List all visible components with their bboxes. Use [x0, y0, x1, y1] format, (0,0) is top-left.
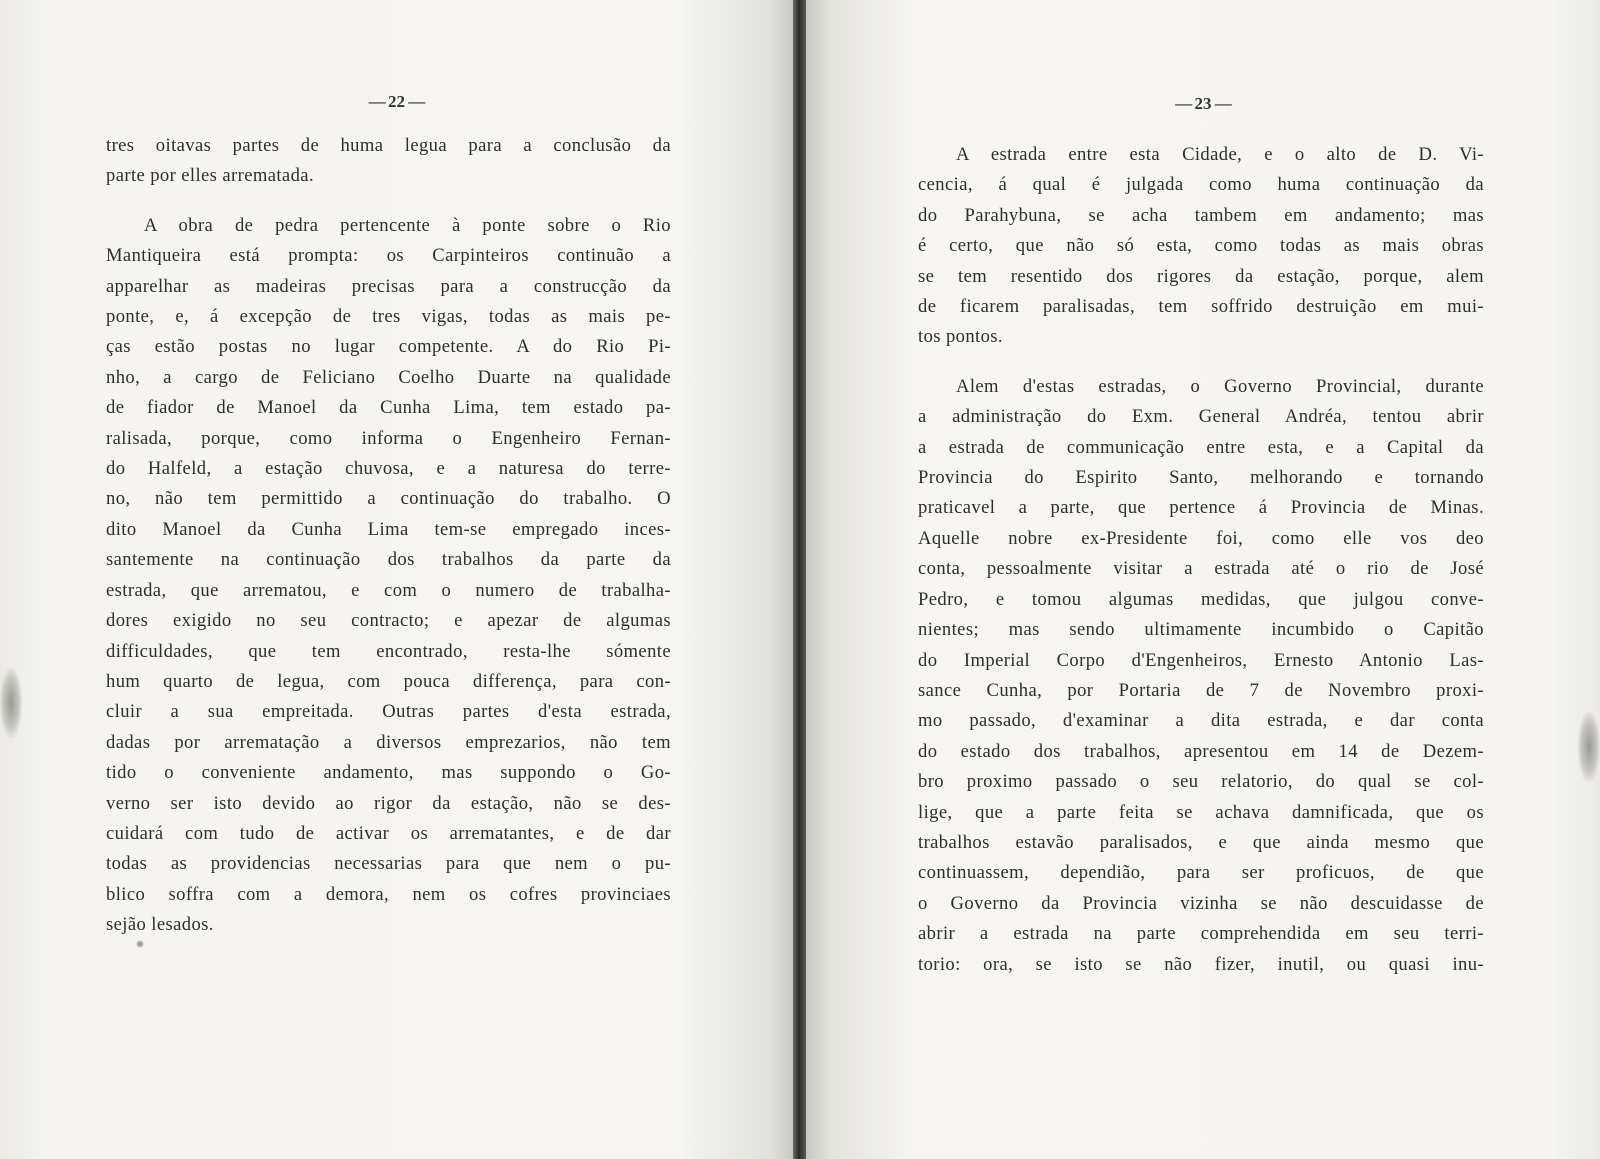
text-line: tres oitavas partes de huma legua para a conclusão da — [106, 135, 671, 156]
text-line: de fiador de Manoel da Cunha Lima, tem estado pa- — [106, 397, 671, 419]
text-line: de ficarem paralisadas, tem soffrido destruição em mui- — [918, 296, 1484, 318]
text-line: A estrada entre esta Cidade, e o alto de D. Vi- — [956, 144, 1484, 165]
text-line: difficuldades, que tem encontrado, resta-lhe sómente — [106, 640, 671, 662]
text-line: mo passado, d'examinar a dita estrada, e dar conta — [918, 710, 1484, 732]
text-line: Mantiqueira está prompta: os Carpinteiros continuão a — [106, 245, 671, 267]
text-line: ças estão postas no lugar competente. A do Rio Pi- — [106, 336, 671, 358]
text-line: sejão lesados. — [106, 914, 214, 936]
text-line: blico soffra com a demora, nem os cofres provinciaes — [106, 883, 671, 905]
text-line: lige, que a parte feita se achava damnificada, que os — [918, 801, 1484, 823]
right-page-text — [918, 140, 1484, 980]
left-page-number: — 22 — — [368, 92, 425, 111]
text-line: abrir a estrada na parte comprehendida em seu terri- — [918, 923, 1484, 945]
text-line: A obra de pedra pertencente à ponte sobre o Rio — [144, 214, 671, 236]
text-line: conta, pessoalmente visitar a estrada até o rio de José — [918, 558, 1484, 580]
text-line: dito Manoel da Cunha Lima tem-se empregado inces- — [106, 518, 671, 540]
text-line: estrada, que arrematou, e com o numero de trabalha- — [106, 579, 671, 601]
text-line: tos pontos. — [918, 326, 1003, 348]
text-line: a estrada de communicação entre esta, e a Capital da — [918, 436, 1484, 458]
text-line: torio: ora, se isto se não fizer, inutil, ou quasi inu- — [918, 953, 1484, 975]
book-gutter — [793, 0, 806, 1159]
text-line: continuassem, dependião, para ser proficuos, de que — [918, 862, 1484, 884]
text-line: ponte, e, á excepção de tres vigas, todas as mais pe- — [106, 306, 671, 328]
text-line: no, não tem permittido a continuação do trabalho. O — [106, 488, 671, 510]
text-line: verno ser isto devido ao rigor da estação, não se des- — [106, 792, 671, 814]
text-line: apparelhar as madeiras precisas para a construcção da — [106, 275, 671, 297]
text-line: Aquelle nobre ex-Presidente foi, como elle vos deo — [918, 527, 1484, 549]
left-page-text — [106, 131, 671, 941]
text-line: a administração do Exm. General Andréa, tentou abrir — [918, 406, 1484, 428]
right-page — [806, 0, 1600, 1159]
text-line: se tem resentido dos rigores da estação, porque, alem — [918, 265, 1484, 287]
binding-hole-mark — [0, 668, 22, 738]
text-line: sance Cunha, por Portaria de 7 de Novembro proxi- — [918, 679, 1484, 701]
text-line: cluir a sua empreitada. Outras partes d'esta estrada, — [106, 701, 671, 723]
text-line: trabalhos estavão paralisados, e que ainda mesmo que — [918, 831, 1484, 853]
text-line: Pedro, e tomou algumas medidas, que julgou conve- — [918, 588, 1484, 610]
text-line: Provincia do Espirito Santo, melhorando e tornando — [918, 467, 1484, 489]
text-line: nientes; mas sendo ultimamente incumbido o Capitão — [918, 619, 1484, 641]
text-line: dores exigido no seu contracto; e apezar de algumas — [106, 610, 671, 632]
text-line: hum quarto de legua, com pouca differença, para con- — [106, 670, 671, 692]
text-line: santemente na continuação dos trabalhos da parte da — [106, 549, 671, 571]
text-line: cuidará com tudo de activar os arrematantes, e de dar — [106, 822, 671, 844]
ink-speck — [136, 940, 144, 948]
binding-hole-mark — [1578, 712, 1600, 782]
text-line: praticavel a parte, que pertence á Provincia de Minas. — [918, 497, 1484, 519]
text-line: ralisada, porque, como informa o Engenheiro Fernan- — [106, 427, 671, 449]
text-line: tido o conveniente andamento, mas suppondo o Go- — [106, 762, 671, 784]
text-line: bro proximo passado o seu relatorio, do qual se col- — [918, 771, 1484, 793]
text-line: parte por elles arrematada. — [106, 165, 314, 187]
text-line: dadas por arrematação a diversos emprezarios, não tem — [106, 731, 671, 753]
text-line: do Halfeld, a estação chuvosa, e a naturesa do terre- — [106, 458, 671, 480]
text-line: do Parahybuna, se acha tambem em andamento; mas — [918, 204, 1484, 226]
right-page-number: — 23 — — [1175, 94, 1231, 113]
left-page — [0, 0, 793, 1159]
text-line: Alem d'estas estradas, o Governo Provincial, durante — [956, 375, 1484, 397]
text-line: o Governo da Provincia vizinha se não descuidasse de — [918, 892, 1484, 914]
text-line: é certo, que não só esta, como todas as mais obras — [918, 235, 1484, 257]
text-line: do Imperial Corpo d'Engenheiros, Ernesto Antonio Las- — [918, 649, 1484, 671]
text-line: todas as providencias necessarias para que nem o pu- — [106, 853, 671, 875]
text-line: nho, a cargo de Feliciano Coelho Duarte na qualidade — [106, 366, 671, 388]
text-line: cencia, á qual é julgada como huma continuação da — [918, 174, 1484, 196]
text-line: do estado dos trabalhos, apresentou em 14 de Dezem- — [918, 740, 1484, 762]
